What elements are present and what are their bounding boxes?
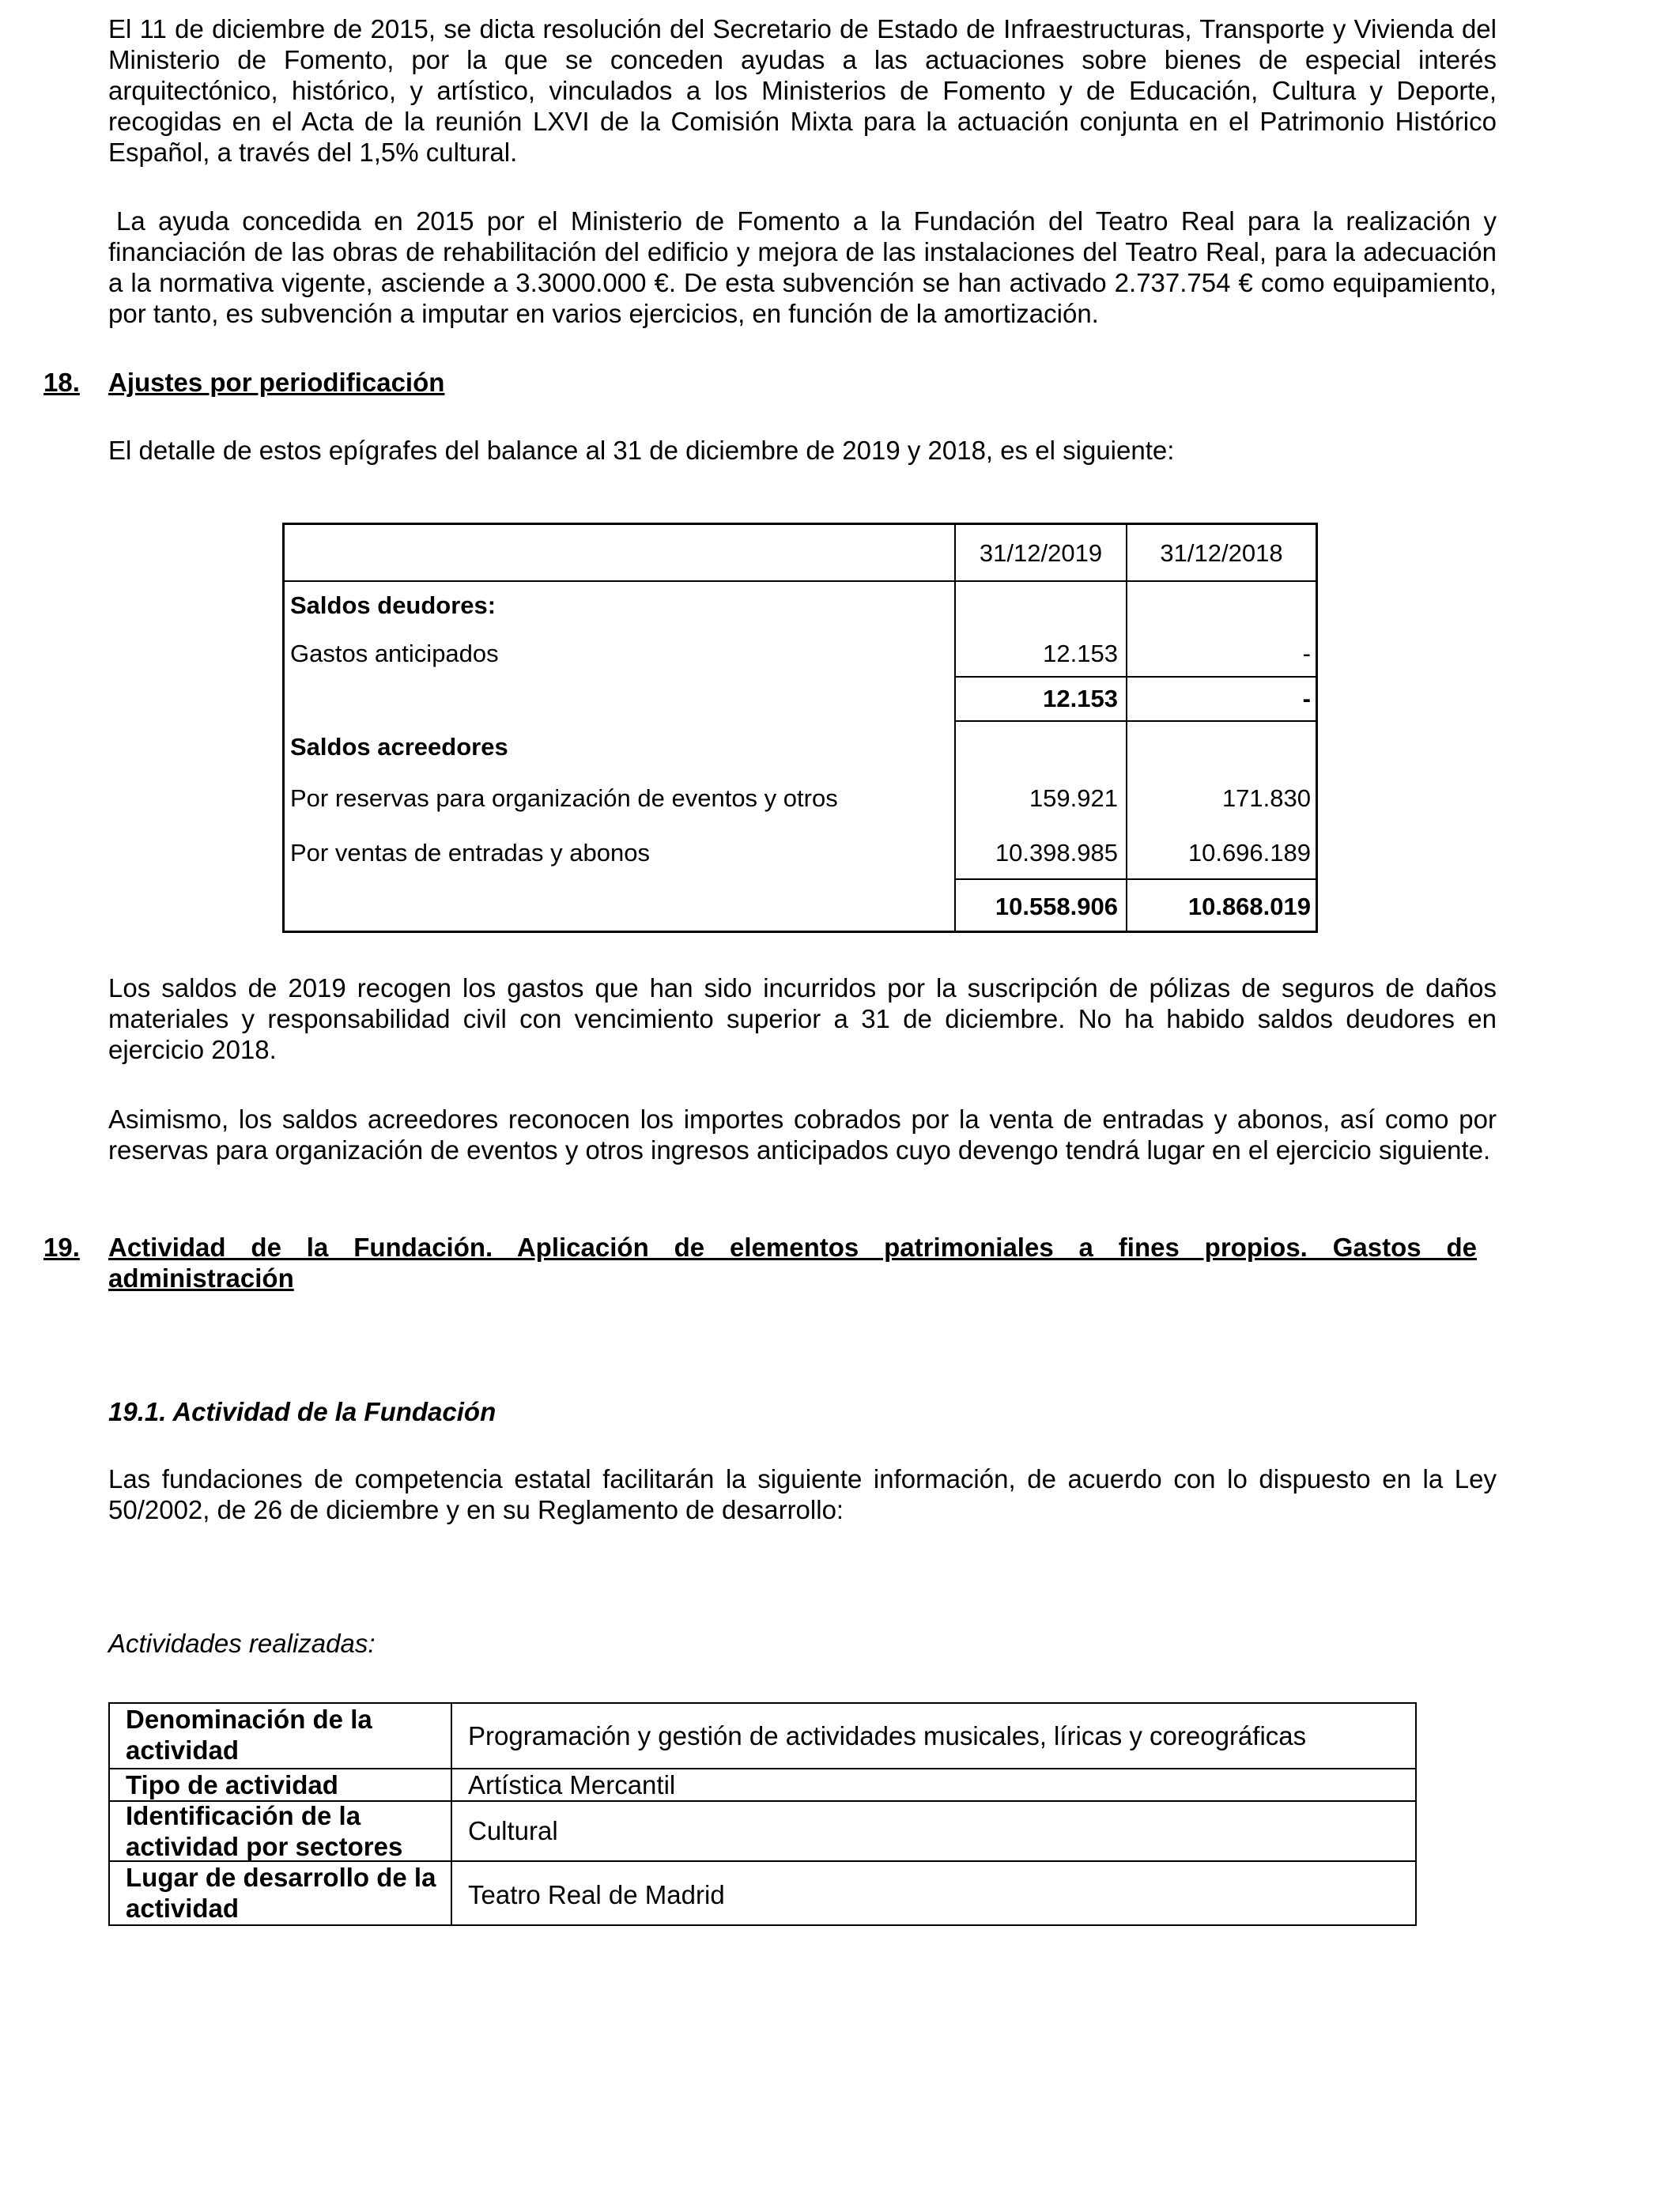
paragraph-foundation-info: Las fundaciones de competencia estatal facilitarán la siguiente información, de acuerdo con lo dispuesto en la Ley 50/2002, de 26 de diciembre y en su Reglamento de desarrollo: (108, 1464, 1497, 1524)
value-2018-ventas-entradas: 10.696.189 (1187, 839, 1311, 867)
creditor-total-2018: 10.868.019 (1187, 893, 1311, 920)
paragraph-creditor-explanation: Asimismo, los saldos acreedores reconocen los importes cobrados por la venta de entradas y abonos, así como por reservas para organización de eventos y otros ingresos anticipados cuyo devengo tendrá lugar en el ejercicio siguiente. (108, 1105, 1497, 1165)
row-label-reservas: Por reservas para organización de eventos y otros (290, 784, 838, 812)
activity-key-tipo: Tipo de actividad (126, 1770, 338, 1799)
column-header-2018: 31/12/2018 (1160, 539, 1283, 567)
value-2018-reservas: 171.830 (1221, 784, 1311, 812)
activity-value-tipo: Artística Mercantil (468, 1770, 676, 1799)
creditor-total-2019: 10.558.906 (995, 893, 1118, 920)
activity-key-denominacion: Denominación de la actividad (126, 1705, 372, 1765)
value-2019-reservas: 159.921 (1029, 784, 1118, 812)
paragraph-subsidy: La ayuda concedida en 2015 por el Ministerio de Fomento a la Fundación del Teatro Real para la realización y financiación de las obras de rehabilitación del edificio y mejora de las instalaciones del Teatro Real, para la adecuación a la normativa vigente, asciende a 3.3000.000 €. De esta subvención se han activado 2.737.754 € como equipamiento, por tanto, es subvención a imputar en varios ejercicios, en función de la amortización. (108, 206, 1497, 328)
activities-label: Actividades realizadas: (108, 1629, 376, 1658)
section-18-title: Ajustes por periodificación (108, 368, 445, 397)
value-2018-gastos-anticipados: - (1302, 640, 1311, 667)
section-19-number: 19. (43, 1233, 80, 1262)
section-19-heading (43, 1232, 1477, 1295)
value-2019-ventas-entradas: 10.398.985 (995, 839, 1118, 867)
section-18-heading (43, 367, 1497, 398)
section-18-number: 18. (43, 368, 80, 397)
paragraph-debtor-explanation: Los saldos de 2019 recogen los gastos que han sido incurridos por la suscripción de pólizas de seguros de daños materiales y responsabilidad civil con vencimiento superior a 31 de diciembre. No ha habido saldos deudores en ejercicio 2018. (108, 973, 1497, 1064)
debtor-total-2018: - (1302, 685, 1311, 712)
section-19-title-line2: administración (108, 1263, 294, 1293)
activity-value-lugar: Teatro Real de Madrid (468, 1880, 725, 1909)
row-label-ventas-entradas: Por ventas de entradas y abonos (290, 839, 650, 867)
activity-key-sectores: Identificación de la actividad por sectores (126, 1801, 403, 1861)
section-19-title-line1: Actividad de la Fundación. Aplicación de elementos patrimoniales a fines propios. Gastos de (108, 1233, 1477, 1262)
debtor-total-2019: 12.153 (1043, 685, 1118, 712)
row-label-gastos-anticipados: Gastos anticipados (290, 640, 499, 667)
debtor-section-header: Saldos deudores: (290, 591, 496, 619)
activity-value-sectores: Cultural (468, 1816, 558, 1845)
column-header-2019: 31/12/2019 (979, 539, 1103, 567)
subsection-19-1-heading: 19.1. Actividad de la Fundación (108, 1397, 496, 1426)
balance-table (282, 523, 1318, 933)
activity-key-lugar: Lugar de desarrollo de la actividad (126, 1863, 436, 1923)
value-2019-gastos-anticipados: 12.153 (1043, 640, 1118, 667)
paragraph-balance-intro: El detalle de estos epígrafes del balance al 31 de diciembre de 2019 y 2018, es el siguiente: (108, 436, 1175, 465)
activity-table (108, 1702, 1417, 1926)
creditor-section-header: Saldos acreedores (290, 733, 508, 761)
paragraph-resolution: El 11 de diciembre de 2015, se dicta resolución del Secretario de Estado de Infraestructuras, Transporte y Vivienda del Ministerio de Fomento, por la que se conceden ayudas a las actuaciones sobre bienes de especial interés arquitectónico, histórico, y artístico, vinculados a los Ministerios de Fomento y de Educación, Cultura y Deporte, recogidas en el Acta de la reunión LXVI de la Comisión Mixta para la actuación conjunta en el Patrimonio Histórico Español, a través del 1,5% cultural. (108, 14, 1497, 167)
activity-value-denominacion: Programación y gestión de actividades musicales, líricas y coreográficas (468, 1721, 1307, 1750)
